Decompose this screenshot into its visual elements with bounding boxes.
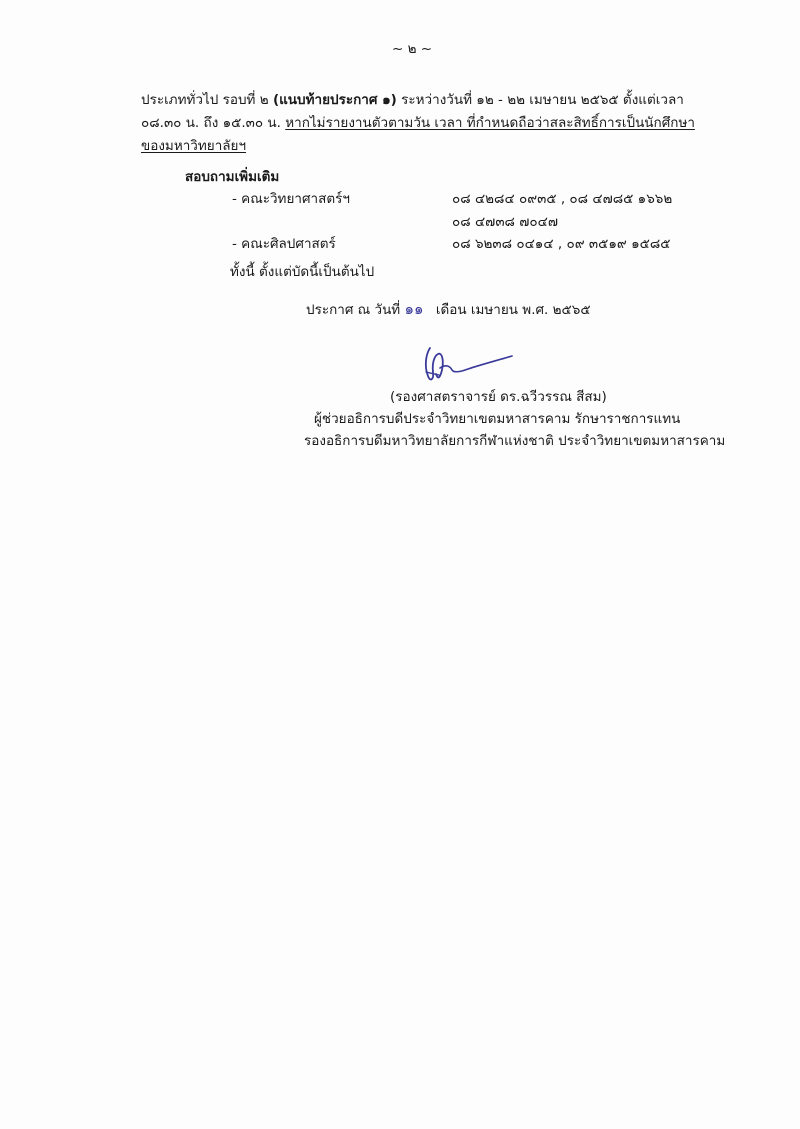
- contact-phone-science-1: ๐๘ ๔๒๘๔ ๐๙๓๕ , ๐๘ ๔๗๘๕ ๑๖๖๒: [452, 191, 673, 207]
- paragraph-line-1-bold: (แนบท้ายประกาศ ๑): [272, 92, 397, 108]
- signatory-position-2: รองอธิการบดีมหาวิทยาลัยการกีฬาแห่งชาติ ประจำวิทยาเขตมหาสารคาม: [304, 433, 726, 449]
- signature-image: [420, 342, 520, 387]
- page-number: ~ ๒ ~: [392, 41, 433, 57]
- paragraph-line-1-suffix: ระหว่างวันที่ ๑๒ - ๒๒ เมษายน ๒๕๖๕ ตั้งแต่เวลา: [401, 92, 684, 108]
- contact-heading: สอบถามเพิ่มเติม: [185, 169, 280, 185]
- announce-suffix: เดือน เมษายน พ.ศ. ๒๕๖๕: [435, 302, 591, 318]
- paragraph-line-2-underlined: หากไม่รายงานตัวตามวัน เวลา ที่กำหนดถือว่าสละสิทธิ์การเป็นนักศึกษา: [285, 115, 695, 131]
- contact-label-science: - คณะวิทยาศาสตร์ฯ: [232, 191, 350, 207]
- paragraph-line-2-prefix: ๐๘.๓๐ น. ถึง ๑๕.๓๐ น.: [141, 115, 281, 131]
- paragraph-line-1: [141, 91, 684, 109]
- announce-prefix: ประกาศ ณ วันที่: [306, 302, 401, 318]
- paragraph-line-3: ของมหาวิทยาลัยฯ: [141, 138, 247, 154]
- effective-statement: ทั้งนี้ ตั้งแต่บัดนี้เป็นต้นไป: [230, 264, 375, 280]
- contact-phone-science-2: ๐๘ ๔๗๓๘ ๗๐๔๗: [452, 214, 559, 230]
- signatory-name: (รองศาสตราจารย์ ดร.ฉวีวรรณ สีสม): [390, 389, 607, 405]
- paragraph-line-2: [141, 114, 695, 132]
- signatory-position-1: ผู้ช่วยอธิการบดีประจำวิทยาเขตมหาสารคาม รักษาราชการแทน: [314, 411, 681, 427]
- contact-phone-liberal-arts-1: ๐๘ ๖๒๓๘ ๐๔๑๔ , ๐๙ ๓๕๑๙ ๑๕๘๕: [452, 236, 671, 252]
- paragraph-line-1-prefix: ประเภททั่วไป รอบที่ ๒: [141, 92, 269, 108]
- announce-day: ๑๑: [404, 300, 424, 318]
- announce-date-line: [306, 300, 591, 319]
- contact-label-liberal-arts: - คณะศิลปศาสตร์: [232, 236, 336, 252]
